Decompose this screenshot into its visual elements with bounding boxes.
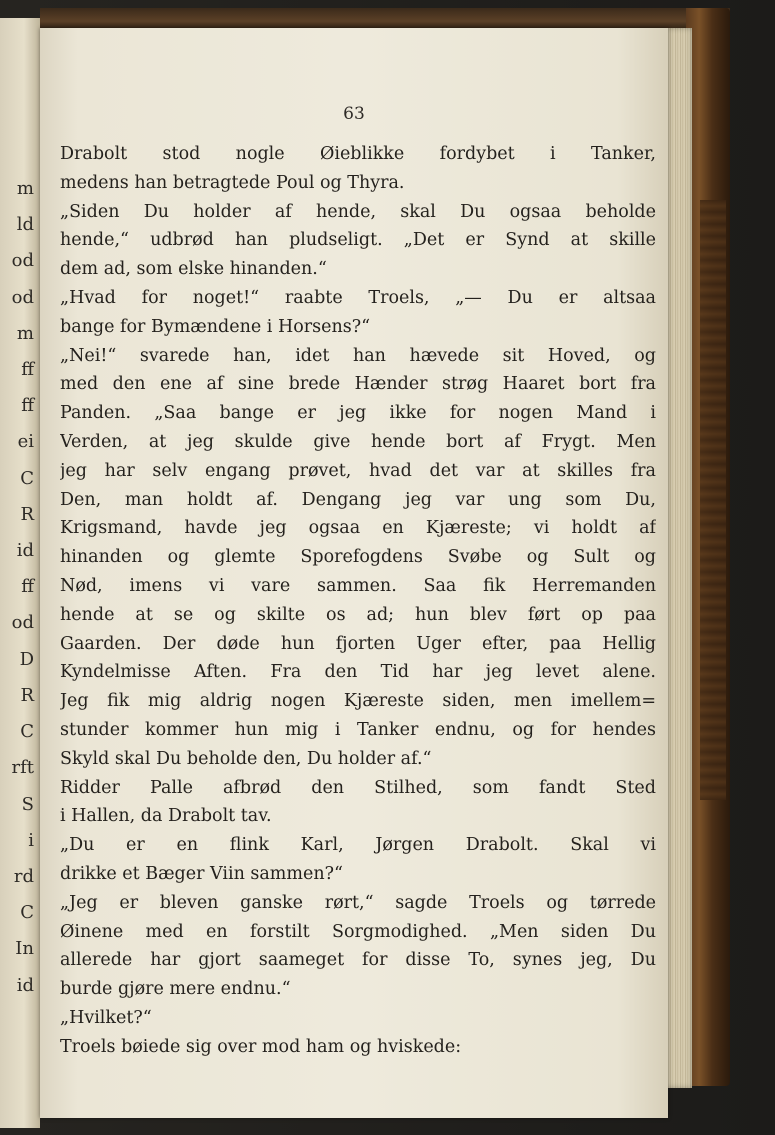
previous-page-fragment: id <box>16 974 34 996</box>
text-line: stunder kommer hun mig i Tanker endnu, og for hendes <box>60 719 656 740</box>
previous-page-fragment: C <box>20 467 34 489</box>
previous-page-fragment: C <box>20 721 34 743</box>
previous-page-fragment: od <box>11 286 34 308</box>
previous-page-fragment: ff <box>21 359 34 381</box>
text-line: Jeg fik mig aldrig nogen Kjæreste siden, men imellem= <box>60 691 656 712</box>
previous-page-fragment: od <box>11 250 34 272</box>
text-line: Drabolt stod nogle Øieblikke fordybet i Tanker, <box>60 144 656 164</box>
previous-page-fragment: ff <box>21 395 34 417</box>
previous-page-fragment: m <box>16 178 34 199</box>
book-cover-top-edge <box>40 8 730 30</box>
previous-page-fragment: m <box>16 322 34 344</box>
previous-page-fragment: C <box>20 902 34 924</box>
previous-page-fragment: In <box>15 938 34 960</box>
previous-page-fragment: rd <box>13 865 34 887</box>
text-line: „Du er en flink Karl, Jørgen Drabolt. Skal vi <box>60 835 656 856</box>
text-line: „Jeg er bleven ganske rørt,“ sagde Troels og tørrede <box>60 892 656 913</box>
page-number: 63 <box>343 104 365 124</box>
previous-page-fragment: R <box>20 684 34 706</box>
text-line: dem ad, som elske hinanden.“ <box>60 259 327 280</box>
text-line: „Hvilket?“ <box>60 1007 152 1028</box>
text-line: allerede har gjort saameget for disse To, synes jeg, Du <box>60 950 656 971</box>
text-line: „Hvad for noget!“ raabte Troels, „— Du er altsaa <box>60 287 656 308</box>
text-line: Nød, imens vi vare sammen. Saa fik Herremanden <box>60 575 656 596</box>
text-line: bange for Bymændene i Horsens?“ <box>60 316 371 337</box>
text-line: jeg har selv engang prøvet, hvad det var at skilles fra <box>60 460 656 481</box>
text-line: drikke et Bæger Viin sammen?“ <box>60 863 343 884</box>
page-stack-edges <box>666 28 692 1088</box>
previous-page-fragment: R <box>20 503 34 525</box>
text-line: burde gjøre mere endnu.“ <box>60 979 291 1000</box>
book-page <box>40 28 668 1118</box>
text-line: „Siden Du holder af hende, skal Du ogsaa beholde <box>60 201 656 222</box>
text-line: Verden, at jeg skulde give hende bort af Frygt. Men <box>60 431 656 452</box>
previous-page-fragment: ei <box>17 431 34 453</box>
previous-page-fragment: i <box>28 829 34 851</box>
previous-page-sliver <box>0 18 40 1128</box>
previous-page-fragment: D <box>19 648 34 670</box>
text-line: Øinene med en forstilt Sorgmodighed. „Men siden Du <box>60 921 656 942</box>
text-line: hende at se og skilte os ad; hun blev ført op paa <box>60 604 656 625</box>
previous-page-fragment: S <box>21 793 34 815</box>
text-line: Krigsmand, havde jeg ogsaa en Kjæreste; vi holdt af <box>60 518 656 539</box>
text-line: Panden. „Saa bange er jeg ikke for nogen Mand i <box>60 403 656 424</box>
text-line: „Nei!“ svarede han, idet han hævede sit Hoved, og <box>60 345 656 366</box>
text-line: Gaarden. Der døde hun fjorten Uger efter, paa Hellig <box>60 633 656 654</box>
text-line: hende,“ udbrød han pludseligt. „Det er Synd at skille <box>60 230 656 251</box>
text-line: Kyndelmisse Aften. Fra den Tid har jeg levet alene. <box>60 662 656 683</box>
book-cover-texture <box>700 200 726 800</box>
previous-page-fragment: od <box>11 612 34 634</box>
previous-page-fragment: ld <box>16 214 34 236</box>
text-line: Ridder Palle afbrød den Stilhed, som fandt Sted <box>60 777 656 798</box>
previous-page-fragment: ff <box>21 576 34 598</box>
page-text <box>60 140 656 1062</box>
text-line: i Hallen, da Drabolt tav. <box>60 806 272 827</box>
text-line: med den ene af sine brede Hænder strøg Haaret bort fra <box>60 374 656 395</box>
text-line: Skyld skal Du beholde den, Du holder af.“ <box>60 748 432 769</box>
previous-page-fragment: id <box>16 540 34 562</box>
previous-page-fragment: rft <box>11 757 34 779</box>
text-line: medens han betragtede Poul og Thyra. <box>60 172 405 193</box>
text-line: Troels bøiede sig over mod ham og hviskede: <box>60 1036 462 1057</box>
text-line: hinanden og glemte Sporefogdens Svøbe og Sult og <box>60 547 656 568</box>
text-line: Den, man holdt af. Dengang jeg var ung som Du, <box>60 489 656 510</box>
